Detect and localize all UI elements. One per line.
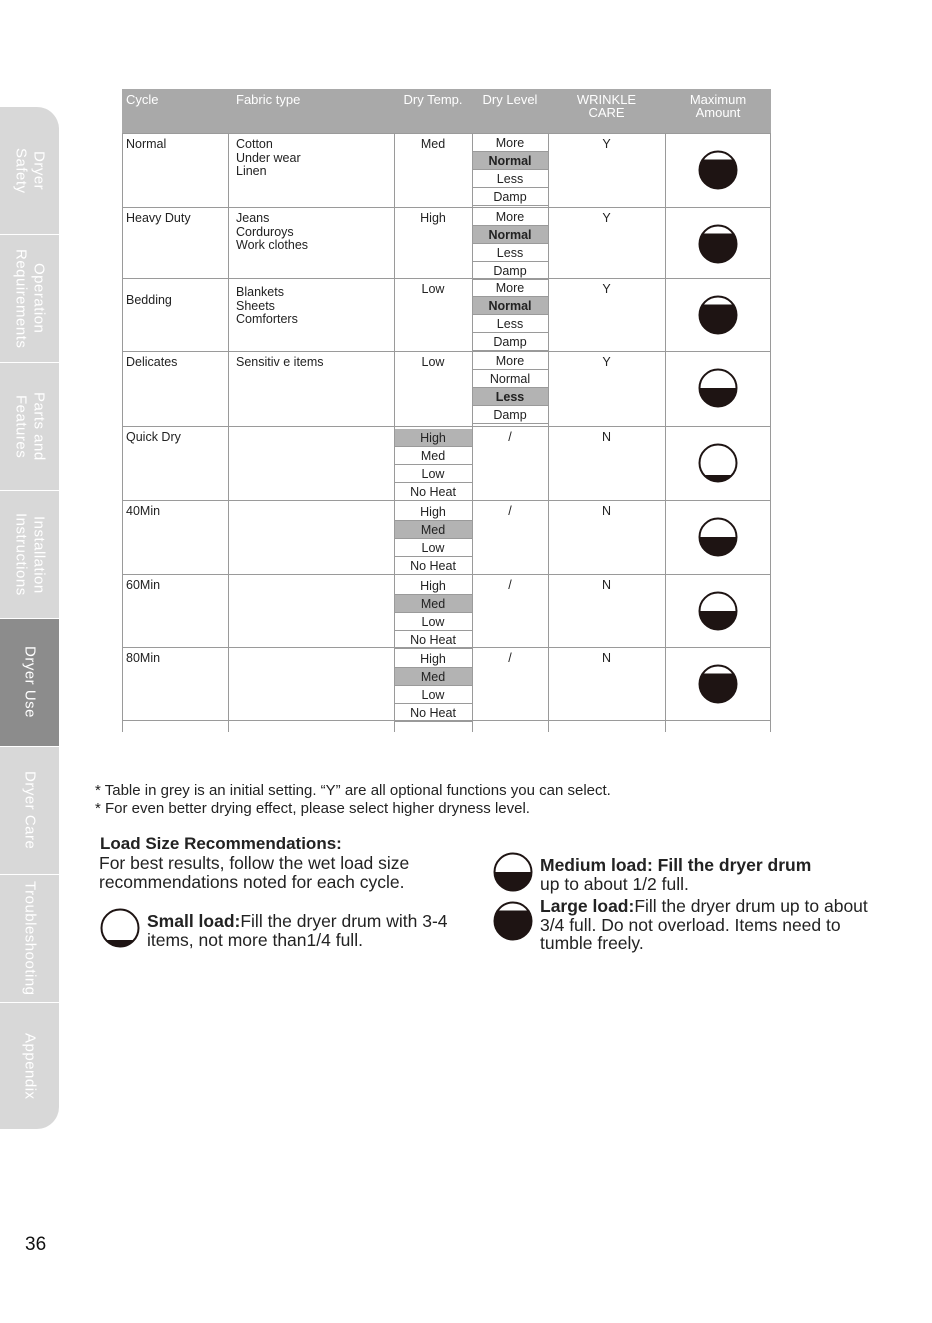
row-divider [122, 426, 771, 427]
header-label: Cycle [126, 92, 159, 107]
load-size-intro: For best results, follow the wet load size recommendations noted for each cycle. [99, 853, 410, 892]
temp-option: Low [394, 539, 472, 557]
large-load-label: Large load: [540, 896, 635, 916]
level-option: Normal [472, 152, 548, 170]
dry-level: / [508, 430, 512, 444]
small-load-description: Fill the dryer drum with 3-4 items, not more than1/4 full. [147, 911, 448, 950]
level-option: Less [472, 170, 548, 188]
row-divider [122, 500, 771, 501]
temp-option: High [394, 429, 472, 447]
cycle-table [122, 89, 771, 732]
column-divider [394, 133, 395, 732]
drum-fill [700, 388, 737, 407]
level-option: Normal [472, 297, 548, 315]
dry-level: / [508, 651, 512, 665]
temp-option: Low [394, 686, 472, 704]
small-load-icon [698, 443, 738, 483]
cycle-name: 60Min [126, 578, 161, 592]
large-load-icon [698, 295, 738, 335]
row-divider [122, 278, 771, 279]
fabric-type: Jeans Corduroys Work clothes [236, 211, 309, 252]
tab-label: Dryer Care [21, 771, 39, 850]
dry-level: / [508, 504, 512, 518]
small-load-label: Small load: [147, 911, 241, 931]
wrinkle-care: N [601, 578, 612, 592]
header-maximum-amount [665, 89, 771, 133]
level-option: Damp [472, 333, 548, 351]
large-load-description: Fill the dryer drum up to about 3/4 full. Do not overload. Items need to tumble freely. [540, 896, 868, 953]
temp-option: No Heat [394, 557, 472, 575]
fabric-type: Cotton Under wear Linen [236, 137, 301, 178]
header-label: Dry Level [482, 92, 538, 107]
temp-option: No Heat [394, 704, 472, 722]
cycle-name: Normal [126, 137, 167, 151]
cycle-name: Bedding [126, 293, 172, 307]
column-divider [122, 133, 123, 732]
medium-load-text [540, 856, 870, 893]
temp-option: Low [394, 613, 472, 631]
fabric-type: Blankets Sheets Comforters [236, 285, 298, 326]
wrinkle-care: N [601, 430, 612, 444]
level-option: Normal [472, 226, 548, 244]
tab-appendix[interactable] [0, 1003, 59, 1129]
large-load-icon [698, 150, 738, 190]
dry-level: / [508, 578, 512, 592]
level-option: More [472, 134, 548, 152]
header-label: Dry Temp. [403, 92, 463, 107]
header-fabric [228, 89, 394, 133]
dry-temp: Low [421, 282, 445, 296]
level-option: More [472, 208, 548, 226]
tab-dryer-care[interactable] [0, 747, 59, 875]
tab-dryer-safety[interactable] [0, 107, 59, 235]
header-label: Maximum Amount [689, 92, 747, 120]
medium-load-icon [698, 591, 738, 631]
column-divider [548, 133, 549, 732]
wrinkle-care: Y [602, 355, 611, 369]
medium-load-icon [698, 368, 738, 408]
tab-label: Installation Instructions [12, 513, 48, 596]
level-option: Damp [472, 406, 548, 424]
drum-fill [700, 537, 737, 556]
fabric-type: Sensitiv e items [236, 355, 324, 369]
wrinkle-care: Y [602, 137, 611, 151]
temp-option: Med [394, 521, 472, 539]
level-option: Damp [472, 262, 548, 280]
tab-installation-instructions[interactable] [0, 491, 59, 619]
medium-load-icon [493, 852, 533, 892]
tab-label: Operation Requirements [12, 248, 48, 349]
large-load-icon [493, 901, 533, 941]
drum-fill [700, 611, 737, 630]
dry-temp: High [420, 211, 446, 225]
level-option: Less [472, 244, 548, 262]
cycle-name: Delicates [126, 355, 178, 369]
header-cycle [122, 89, 228, 133]
dry-temp: Med [420, 137, 446, 151]
medium-load-description: up to about 1/2 full. [540, 873, 689, 894]
small-load-text [147, 912, 467, 949]
row-divider [122, 647, 771, 648]
temp-option: High [394, 577, 472, 595]
medium-load-icon [698, 517, 738, 557]
tab-operation-requirements[interactable] [0, 235, 59, 363]
row-divider [122, 574, 771, 575]
drum-fill [704, 475, 732, 481]
column-divider [228, 133, 229, 732]
tab-parts-and-features[interactable] [0, 363, 59, 491]
temp-option: High [394, 503, 472, 521]
temp-option: No Heat [394, 631, 472, 649]
row-divider [122, 207, 771, 208]
level-option: Damp [472, 188, 548, 206]
row-divider [122, 133, 771, 134]
tab-label: Parts and Features [12, 392, 48, 461]
temp-option: Med [394, 595, 472, 613]
tab-troubleshooting[interactable] [0, 875, 59, 1003]
wrinkle-care: Y [602, 211, 611, 225]
tab-label: Dryer Use [21, 646, 39, 719]
wrinkle-care: N [601, 504, 612, 518]
level-option: Normal [472, 370, 548, 388]
header-wrinkle-care [548, 89, 665, 133]
header-dry-level [472, 89, 548, 133]
level-option: Less [472, 315, 548, 333]
sidebar-nav [0, 107, 59, 1129]
temp-option: No Heat [394, 483, 472, 501]
column-divider [770, 133, 771, 732]
tab-label: Appendix [21, 1033, 39, 1100]
note-dryness-level: * For even better drying effect, please select higher dryness level. [95, 800, 530, 817]
temp-option: High [394, 650, 472, 668]
medium-load-label: Medium load: Fill the dryer drum [540, 855, 812, 875]
level-option: More [472, 279, 548, 297]
level-option: Less [472, 388, 548, 406]
row-divider [122, 351, 771, 352]
wrinkle-care: N [601, 651, 612, 665]
column-divider [665, 133, 666, 732]
row-divider [122, 720, 771, 721]
tab-label: Troubleshooting [21, 881, 39, 996]
column-divider [472, 133, 473, 732]
level-option: More [472, 352, 548, 370]
cycle-name: 80Min [126, 651, 161, 665]
large-load-text [540, 897, 870, 953]
temp-option: Med [394, 668, 472, 686]
temp-option: Low [394, 465, 472, 483]
header-label: WRINKLE CARE [576, 92, 637, 120]
header-label: Fabric type [236, 92, 301, 107]
page-number: 36 [25, 1234, 47, 1255]
cycle-name: Heavy Duty [126, 211, 191, 225]
wrinkle-care: Y [602, 282, 611, 296]
tab-label: Dryer Safety [12, 147, 48, 194]
cycle-name: 40Min [126, 504, 161, 518]
header-dry-temp [394, 89, 472, 133]
note-initial-setting: * Table in grey is an initial setting. “Y” are all optional functions you can select. [95, 782, 611, 799]
dry-temp: Low [421, 355, 445, 369]
large-load-icon [698, 664, 738, 704]
tab-dryer-use[interactable] [0, 619, 59, 747]
small-load-icon [100, 908, 140, 948]
large-load-icon [698, 224, 738, 264]
cycle-name: Quick Dry [126, 430, 181, 444]
load-size-heading: Load Size Recommendations: [100, 834, 342, 853]
temp-option: Med [394, 447, 472, 465]
